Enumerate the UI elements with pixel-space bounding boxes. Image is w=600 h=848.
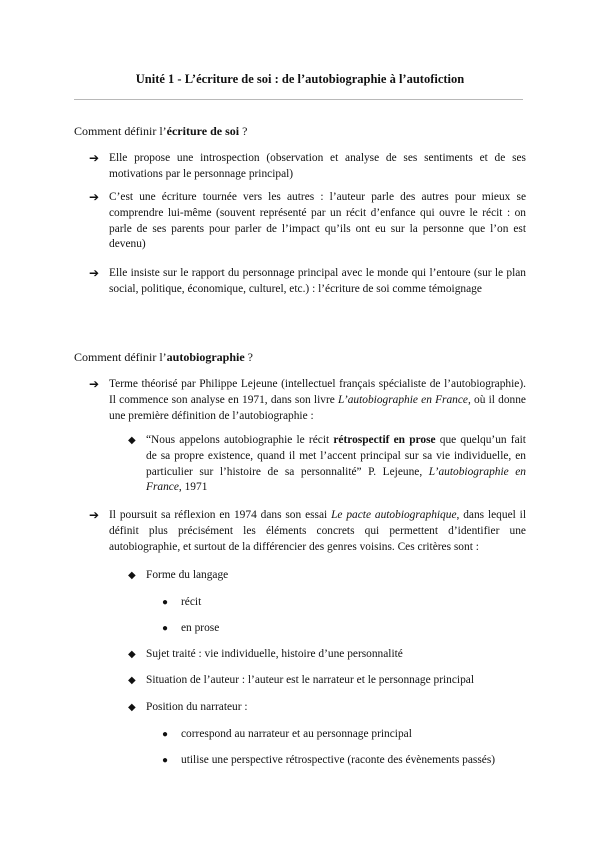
diamond-icon: ◆ [128, 435, 136, 446]
arrow-icon: ➔ [89, 190, 100, 204]
criterion-forme-item: en prose [181, 622, 220, 634]
document-title: Unité 1 - L’écriture de soi : de l’autobiographie à l’autofiction [135, 72, 465, 86]
criterion-position: Position du narrateur : [146, 701, 248, 713]
bullet-icon: ● [162, 623, 169, 634]
criterion-situation: Situation de l’auteur : l’auteur est le narrateur et le personnage principal [146, 674, 474, 686]
diamond-icon: ◆ [128, 570, 136, 581]
lejeune-quote: “Nous appelons autobiographie le récit rétrospectif en prose que quelqu’un fait de sa propre existence, quand il met l’accent principal sur sa vie individuelle, en particulier sur l’histoire de sa personnalité” P. Lejeune, L’autobiographie en France, 1971 [146, 434, 527, 494]
section2-point-2: Il poursuit sa réflexion en 1974 dans son essai Le pacte autobiographique, dans lequel il définit plus précisément les éléments concrets qui permettent d’identifier une autobiographie, et surtout de la différencier des genres voisins. Ces critères sont : [109, 509, 526, 553]
criterion-forme-item: récit [181, 596, 202, 608]
diamond-icon: ◆ [128, 702, 136, 713]
bullet-icon: ● [162, 597, 169, 608]
criterion-forme: Forme du langage [146, 569, 229, 581]
diamond-icon: ◆ [128, 675, 136, 686]
section2-point-1: Terme théorisé par Philippe Lejeune (intellectuel français spécialiste de l’autobiographie). Il commence son analyse en 1971, dans son livre L’autobiographie en France, où il donne une première définition de l’autobiographie : [109, 378, 526, 422]
arrow-icon: ➔ [89, 266, 100, 280]
criterion-position-item: utilise une perspective rétrospective (raconte des évènements passés) [181, 754, 496, 766]
section1-point-2: C’est une écriture tournée vers les autres : l’auteur parle des autres pour mieux se comprendre lui-même (souvent représenté par un récit d’enfance qui ouvre le récit : on parle de ses parents pour parler de l’impact qu’ils ont eu sur la personne que l’on est devenu) [109, 191, 526, 251]
section1-question: Comment définir l’écriture de soi ? [74, 124, 248, 138]
bullet-icon: ● [162, 729, 169, 740]
title-divider [74, 99, 523, 100]
section1-point-1: Elle propose une introspection (observation et analyse de ses sentiments et de ses motivations par le personnage principal) [109, 152, 526, 180]
criterion-position-item: correspond au narrateur et au personnage principal [181, 728, 412, 740]
bullet-icon: ● [162, 755, 169, 766]
section1-point-3: Elle insiste sur le rapport du personnage principal avec le monde qui l’entoure (sur le plan social, politique, économique, culturel, etc.) : l’écriture de soi comme témoignage [109, 267, 526, 295]
section2-question: Comment définir l’autobiographie ? [74, 350, 253, 364]
criterion-sujet: Sujet traité : vie individuelle, histoire d’une personnalité [146, 648, 403, 660]
diamond-icon: ◆ [128, 649, 136, 660]
arrow-icon: ➔ [89, 377, 100, 391]
arrow-icon: ➔ [89, 508, 100, 522]
arrow-icon: ➔ [89, 151, 100, 165]
